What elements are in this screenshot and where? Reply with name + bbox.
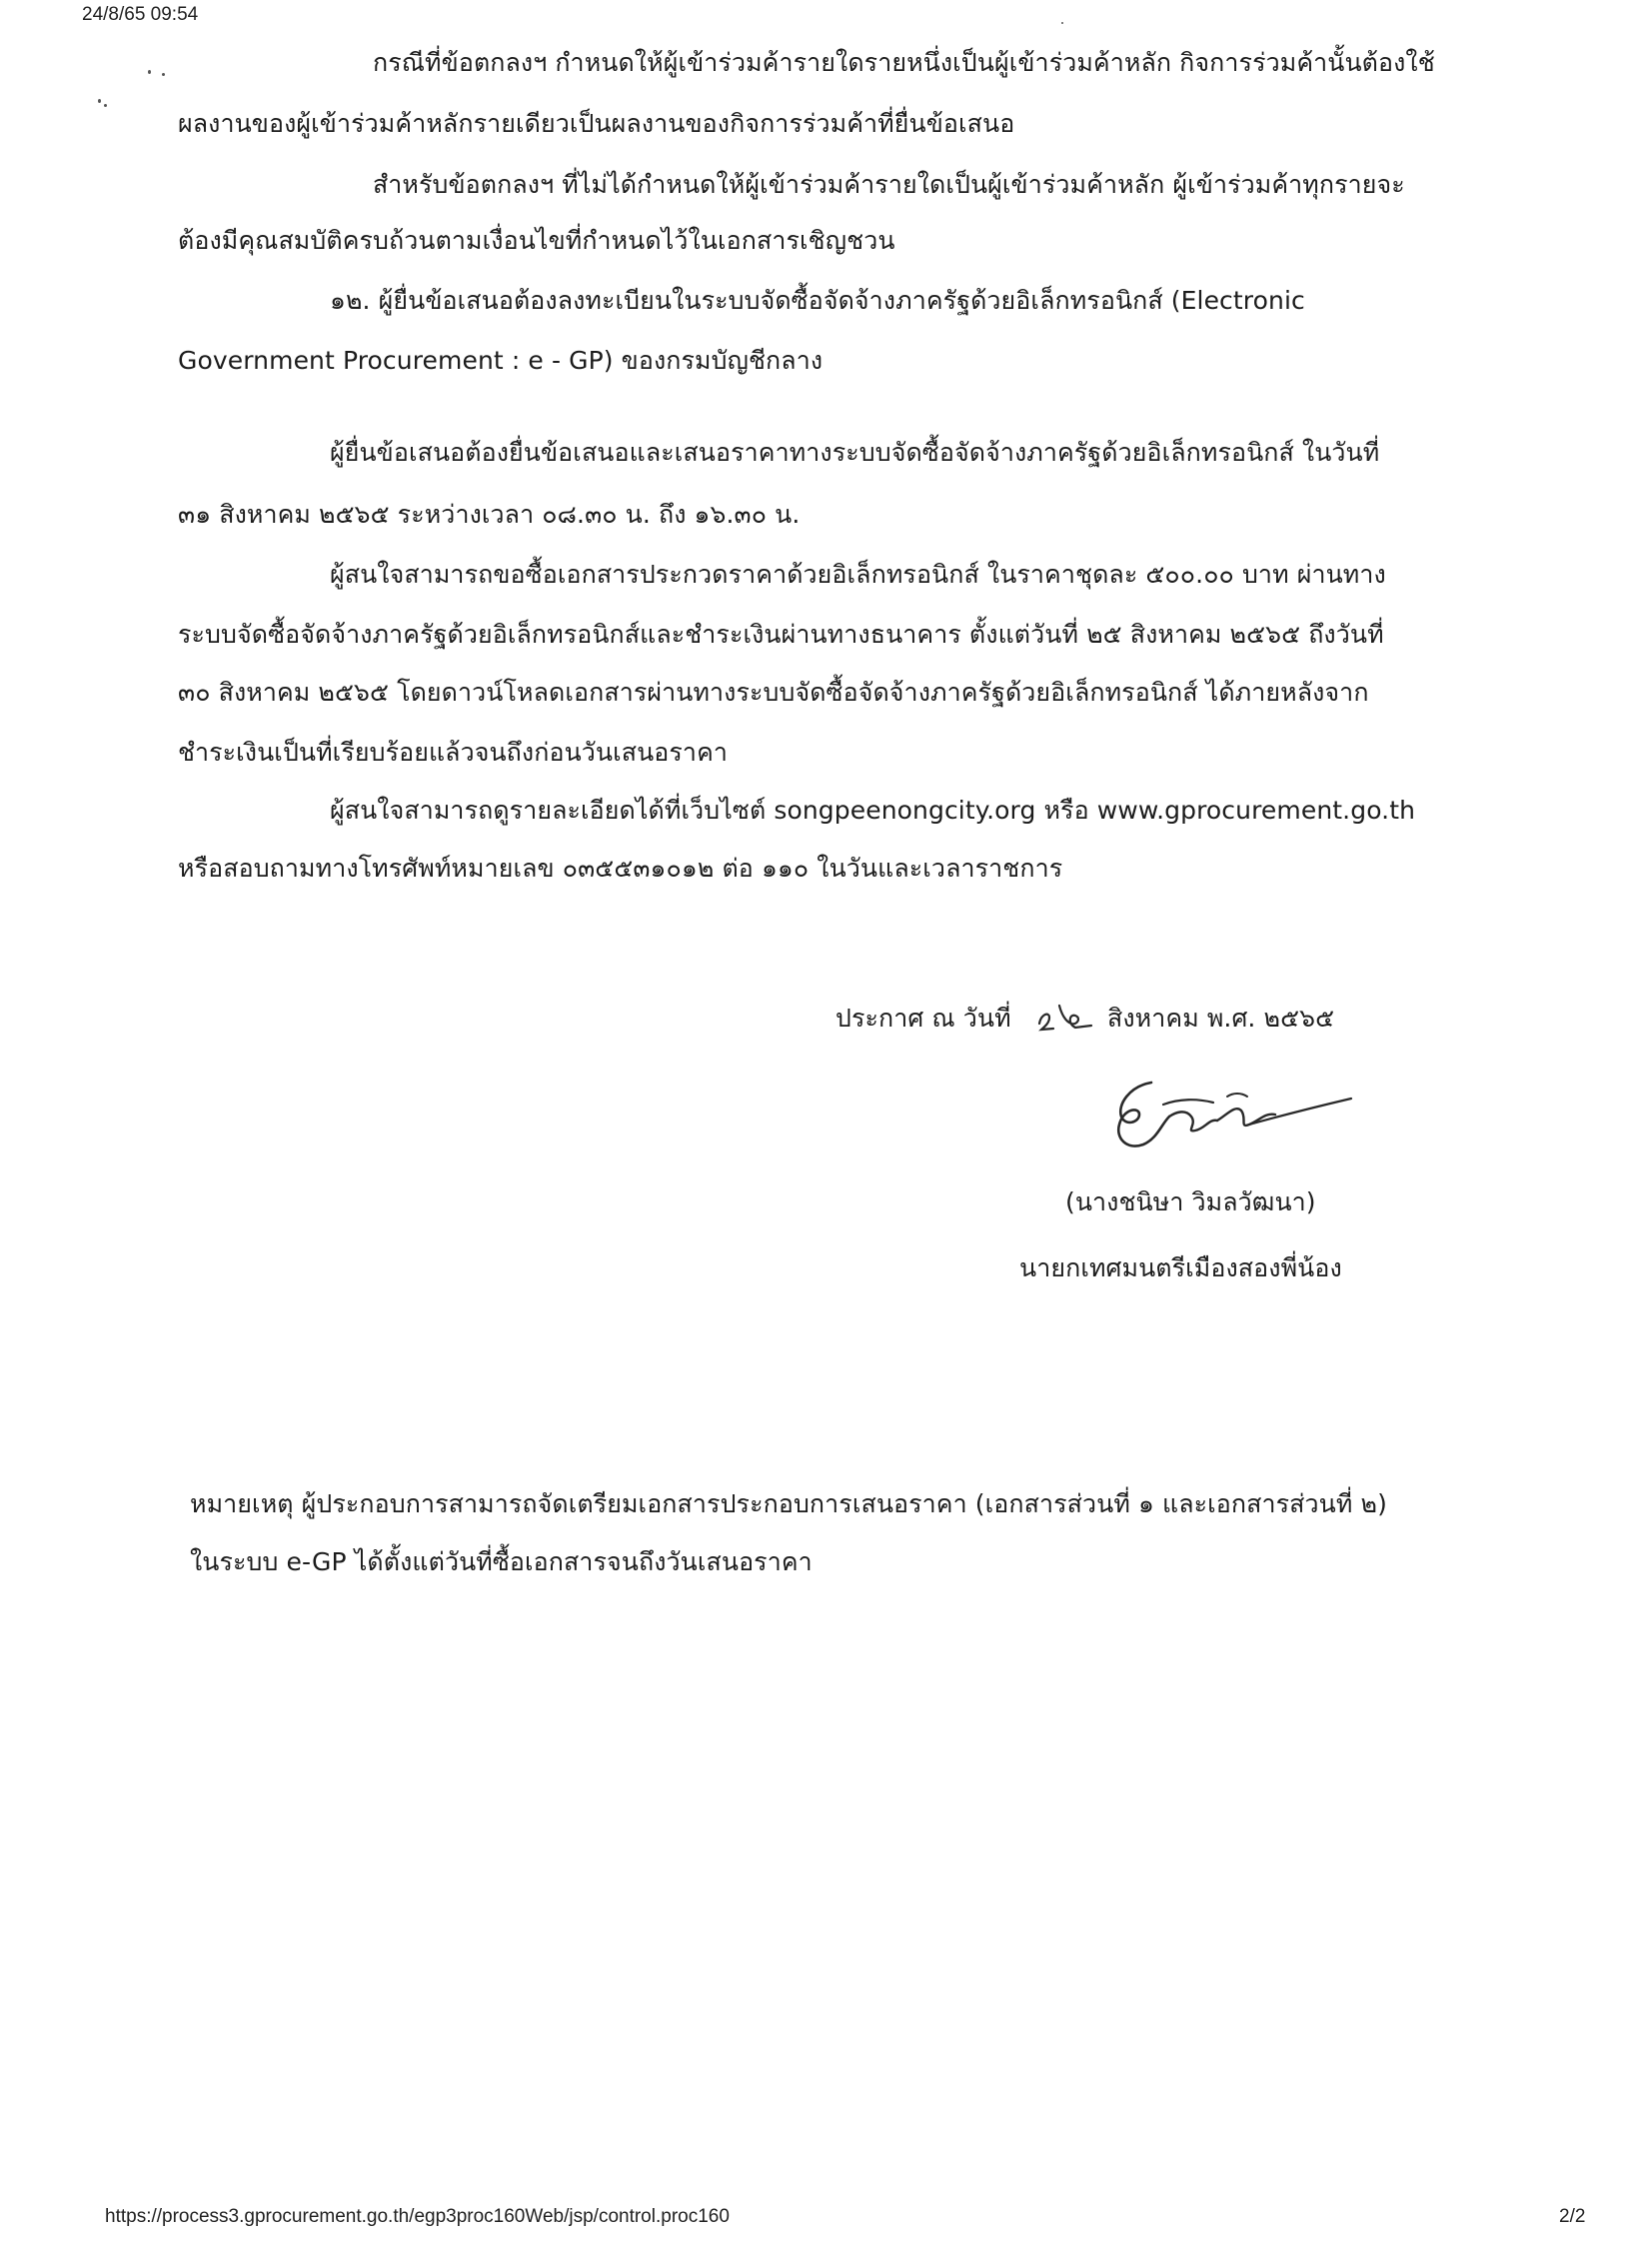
scan-speck <box>104 104 107 107</box>
clause-12-line1: ๑๒. ผู้ยื่นข้อเสนอต้องลงทะเบียนในระบบจัดซื้อจัดจ้างภาครัฐด้วยอิเล็กทรอนิกส์ (Electronic <box>330 286 1305 315</box>
para2-line1: สำหรับข้อตกลงฯ ที่ไม่ได้กำหนดให้ผู้เข้าร่วมค้ารายใดเป็นผู้เข้าร่วมค้าหลัก ผู้เข้าร่วมค้าทุกรายจะ <box>373 170 1405 199</box>
para5-line4: ชำระเงินเป็นที่เรียบร้อยแล้วจนถึงก่อนวันเสนอราคา <box>178 738 729 767</box>
scan-speck <box>148 70 151 74</box>
para1-line1: กรณีที่ข้อตกลงฯ กำหนดให้ผู้เข้าร่วมค้ารายใดรายหนึ่งเป็นผู้เข้าร่วมค้าหลัก กิจการร่วมค้านั้นต้องใช้ <box>373 48 1435 77</box>
para5-line3: ๓๐ สิงหาคม ๒๕๖๕ โดยดาวน์โหลดเอกสารผ่านทางระบบจัดซื้อจัดจ้างภาครัฐด้วยอิเล็กทรอนิกส์ ได้ภายหลังจาก <box>178 678 1369 707</box>
announcement-month-year: สิงหาคม พ.ศ. ๒๕๖๕ <box>1107 1004 1335 1033</box>
signatory-name: (นางชนิษา วิมลวัฒนา) <box>1065 1187 1316 1216</box>
para1-line2: ผลงานของผู้เข้าร่วมค้าหลักรายเดียวเป็นผลงานของกิจการร่วมค้าที่ยื่นข้อเสนอ <box>178 109 1015 138</box>
remark-line1: หมายเหตุ ผู้ประกอบการสามารถจัดเตรียมเอกสารประกอบการเสนอราคา (เอกสารส่วนที่ ๑ และเอกสารส่วนที่ ๒) <box>190 1489 1387 1518</box>
para4-line1: ผู้ยื่นข้อเสนอต้องยื่นข้อเสนอและเสนอราคาทางระบบจัดซื้อจัดจ้างภาครัฐด้วยอิเล็กทรอนิกส์ ในวันที่ <box>330 438 1380 467</box>
print-footer-page: 2/2 <box>1559 2206 1586 2227</box>
signatory-position: นายกเทศมนตรีเมืองสองพี่น้อง <box>1019 1253 1342 1282</box>
handwritten-day <box>1035 998 1097 1034</box>
para4-line2: ๓๑ สิงหาคม ๒๕๖๕ ระหว่างเวลา ๐๘.๓๐ น. ถึง ๑๖.๓๐ น. <box>178 500 801 529</box>
para2-line2: ต้องมีคุณสมบัติครบถ้วนตามเงื่อนไขที่กำหนดไว้ในเอกสารเชิญชวน <box>178 226 895 255</box>
print-footer-url: https://process3.gprocurement.go.th/egp3proc160Web/jsp/control.proc160 <box>105 2206 730 2227</box>
scan-speck <box>1061 22 1063 24</box>
scan-speck <box>98 99 101 103</box>
scan-speck <box>162 73 165 76</box>
para6-line1: ผู้สนใจสามารถดูรายละเอียดได้ที่เว็บไซต์ songpeenongcity.org หรือ www.gprocurement.go.th <box>330 796 1416 825</box>
para6-line2: หรือสอบถามทางโทรศัพท์หมายเลข ๐๓๕๕๓๑๐๑๒ ต่อ ๑๑๐ ในวันและเวลาราชการ <box>178 854 1063 883</box>
para5-line1: ผู้สนใจสามารถขอซื้อเอกสารประกวดราคาด้วยอิเล็กทรอนิกส์ ในราคาชุดละ ๕๐๐.๐๐ บาท ผ่านทาง <box>330 560 1386 589</box>
signature <box>1099 1075 1359 1164</box>
announcement-prefix: ประกาศ ณ วันที่ <box>835 1004 1011 1033</box>
clause-12-line2: Government Procurement : e - GP) ของกรมบัญชีกลาง <box>178 346 824 375</box>
remark-line2: ในระบบ e-GP ได้ตั้งแต่วันที่ซื้อเอกสารจนถึงวันเสนอราคา <box>190 1547 813 1576</box>
para5-line2: ระบบจัดซื้อจัดจ้างภาครัฐด้วยอิเล็กทรอนิกส์และชำระเงินผ่านทางธนาคาร ตั้งแต่วันที่ ๒๕ สิงหาคม ๒๕๖๕ ถึงวันที่ <box>178 620 1384 649</box>
print-datetime: 24/8/65 09:54 <box>82 4 199 25</box>
